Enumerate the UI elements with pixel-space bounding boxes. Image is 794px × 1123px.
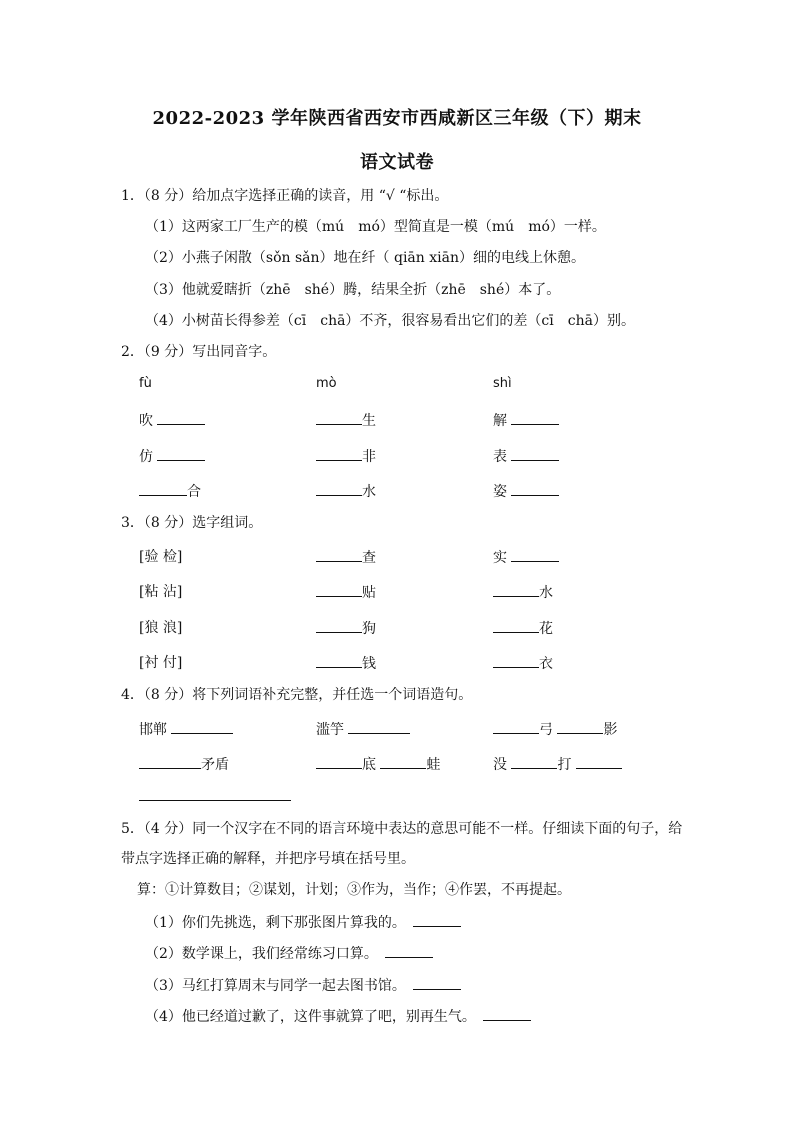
q4-r1c1-text: 邯郸 <box>139 722 167 738</box>
q4-r2c3-pre: 没 <box>493 757 507 773</box>
answer-blank[interactable] <box>483 1006 531 1021</box>
q3-row2-col3 <box>493 582 553 603</box>
q4-r1c3-mid: 弓 <box>539 722 553 738</box>
sentence-answer-blank[interactable] <box>139 786 291 801</box>
answer-blank[interactable] <box>316 754 362 769</box>
q5-item-3-text: （3）马红打算周末与同学一起去图书馆。 <box>145 978 399 994</box>
q3-row1-choice: [验 检] <box>139 549 183 565</box>
q2-row1-col3 <box>493 410 559 431</box>
pinyin-fu: fù <box>139 376 152 391</box>
q4-r1c2-text: 滥竽 <box>316 722 344 738</box>
pinyin-mo: mò <box>316 376 337 391</box>
answer-blank[interactable] <box>139 481 187 496</box>
question-1-item-4: （4）小树苗长得参差（cī chā）不齐，很容易看出它们的差（cī chā）别。 <box>145 313 635 329</box>
q3-row3-choice: [狼 浪] <box>139 620 183 636</box>
answer-blank[interactable] <box>493 618 539 633</box>
q2-r1c1-char: 吹 <box>139 413 153 429</box>
question-3-stem: 3．（8 分）选字组词。 <box>121 515 263 531</box>
q3-r3c2-char: 狗 <box>362 621 376 637</box>
q2-row2-col1 <box>139 446 205 467</box>
answer-blank[interactable] <box>493 719 539 734</box>
answer-blank[interactable] <box>557 719 603 734</box>
q4-r1c3-end: 影 <box>603 722 618 738</box>
q2-r3c3-char: 姿 <box>493 484 507 500</box>
answer-blank[interactable] <box>413 912 461 927</box>
question-1-stem: 1．（8 分）给加点字选择正确的读音，用 “√ “标出。 <box>121 188 449 204</box>
q2-r1c3-char: 解 <box>493 413 507 429</box>
question-5-definition: 算：①计算数目；②谋划，计划；③作为，当作；④作罢，不再提起。 <box>137 882 571 898</box>
q5-item-2-text: （2）数学课上，我们经常练习口算。 <box>145 946 371 962</box>
q3-row4-choice: [衬 付] <box>139 655 183 671</box>
question-5-stem-line2: 带点字选择正确的解释，并把序号填在括号里。 <box>121 851 415 867</box>
q2-row1-col2 <box>316 410 376 431</box>
q3-r2c2-char: 贴 <box>362 585 376 601</box>
answer-blank[interactable] <box>413 975 461 990</box>
q4-row2-col3 <box>493 754 622 775</box>
q2-r2c2-char: 非 <box>362 449 376 465</box>
q4-sentence-line <box>139 786 291 807</box>
q2-r3c2-char: 水 <box>362 484 376 500</box>
q2-row3-col3 <box>493 481 559 502</box>
question-5-item-4 <box>145 1006 531 1027</box>
q4-row1-col2 <box>316 719 410 740</box>
q3-row4-col2 <box>316 653 376 674</box>
q2-row1-col1 <box>139 410 205 431</box>
q2-row2-col2 <box>316 446 376 467</box>
q4-r2c1-end: 矛盾 <box>201 757 229 773</box>
q3-row3-col3 <box>493 618 553 639</box>
question-5-stem-line1: 5．（4 分）同一个汉字在不同的语言环境中表达的意思可能不一样。仔细读下面的句子，给 <box>121 821 683 837</box>
answer-blank[interactable] <box>316 446 362 461</box>
question-2-stem: 2．（9 分）写出同音字。 <box>121 344 277 360</box>
q3-row4-col3 <box>493 653 553 674</box>
page-subtitle: 语文试卷 <box>360 152 434 173</box>
answer-blank[interactable] <box>385 943 433 958</box>
q3-r4c3-char: 衣 <box>539 656 553 672</box>
q4-row1-col1 <box>139 719 233 740</box>
answer-blank[interactable] <box>316 582 362 597</box>
q3-r3c3-char: 花 <box>539 621 553 637</box>
q2-row3-col1 <box>139 481 201 502</box>
question-5-item-2 <box>145 943 433 964</box>
answer-blank[interactable] <box>316 618 362 633</box>
q4-row1-col3 <box>493 719 617 740</box>
q2-row3-col2 <box>316 481 376 502</box>
q2-r1c2-char: 生 <box>362 413 376 429</box>
q4-r2c2-end: 蛙 <box>426 757 441 773</box>
q3-r2c3-char: 水 <box>539 585 553 601</box>
q3-r4c2-char: 钱 <box>362 656 376 672</box>
question-1-item-1: （1）这两家工厂生产的模（mú mó）型简直是一模（mú mó）一样。 <box>145 219 606 235</box>
q3-row1-col3 <box>493 547 559 568</box>
q4-r2c2-mid: 底 <box>362 757 376 773</box>
answer-blank[interactable] <box>157 446 205 461</box>
q3-row2-col2 <box>316 582 376 603</box>
q2-r2c3-char: 表 <box>493 449 507 465</box>
answer-blank[interactable] <box>511 481 559 496</box>
answer-blank[interactable] <box>380 754 426 769</box>
answer-blank[interactable] <box>493 582 539 597</box>
q4-row2-col2 <box>316 754 440 775</box>
answer-blank[interactable] <box>511 547 559 562</box>
q5-item-1-text: （1）你们先挑选，剩下那张图片算我的。 <box>145 915 399 931</box>
q4-row2-col1 <box>139 754 229 775</box>
question-5-item-3 <box>145 975 461 996</box>
answer-blank[interactable] <box>511 754 557 769</box>
q2-r2c1-char: 仿 <box>139 449 153 465</box>
question-4-stem: 4．（8 分）将下列词语补充完整，并任选一个词语造句。 <box>121 687 473 703</box>
q3-r1c2-char: 查 <box>362 550 376 566</box>
question-1-item-3: （3）他就爱瞎折（zhē shé）腾，结果全折（zhē shé）本了。 <box>145 282 561 298</box>
page-title: 2022-2023 学年陕西省西安市西咸新区三年级（下）期末 <box>152 108 642 129</box>
q3-row1-col2 <box>316 547 376 568</box>
answer-blank[interactable] <box>511 446 559 461</box>
q2-row2-col3 <box>493 446 559 467</box>
answer-blank[interactable] <box>157 410 205 425</box>
q4-r2c3-mid: 打 <box>557 757 572 773</box>
answer-blank[interactable] <box>576 754 622 769</box>
answer-blank[interactable] <box>493 653 539 668</box>
q5-item-4-text: （4）他已经道过歉了，这件事就算了吧，别再生气。 <box>145 1009 469 1025</box>
q3-row2-choice: [粘 沾] <box>139 584 183 600</box>
question-1-item-2: （2）小燕子闲散（sǒn sǎn）地在纤（ qiān xiān）细的电线上休憩。 <box>145 250 585 266</box>
answer-blank[interactable] <box>348 719 410 734</box>
q3-r1c3-char: 实 <box>493 550 507 566</box>
q3-row3-col2 <box>316 618 376 639</box>
answer-blank[interactable] <box>139 754 201 769</box>
answer-blank[interactable] <box>171 719 233 734</box>
answer-blank[interactable] <box>316 410 362 425</box>
answer-blank[interactable] <box>316 653 362 668</box>
answer-blank[interactable] <box>316 547 362 562</box>
pinyin-shi: shì <box>493 376 512 391</box>
q2-r3c1-char: 合 <box>187 484 201 500</box>
question-5-item-1 <box>145 912 461 933</box>
answer-blank[interactable] <box>316 481 362 496</box>
answer-blank[interactable] <box>511 410 559 425</box>
